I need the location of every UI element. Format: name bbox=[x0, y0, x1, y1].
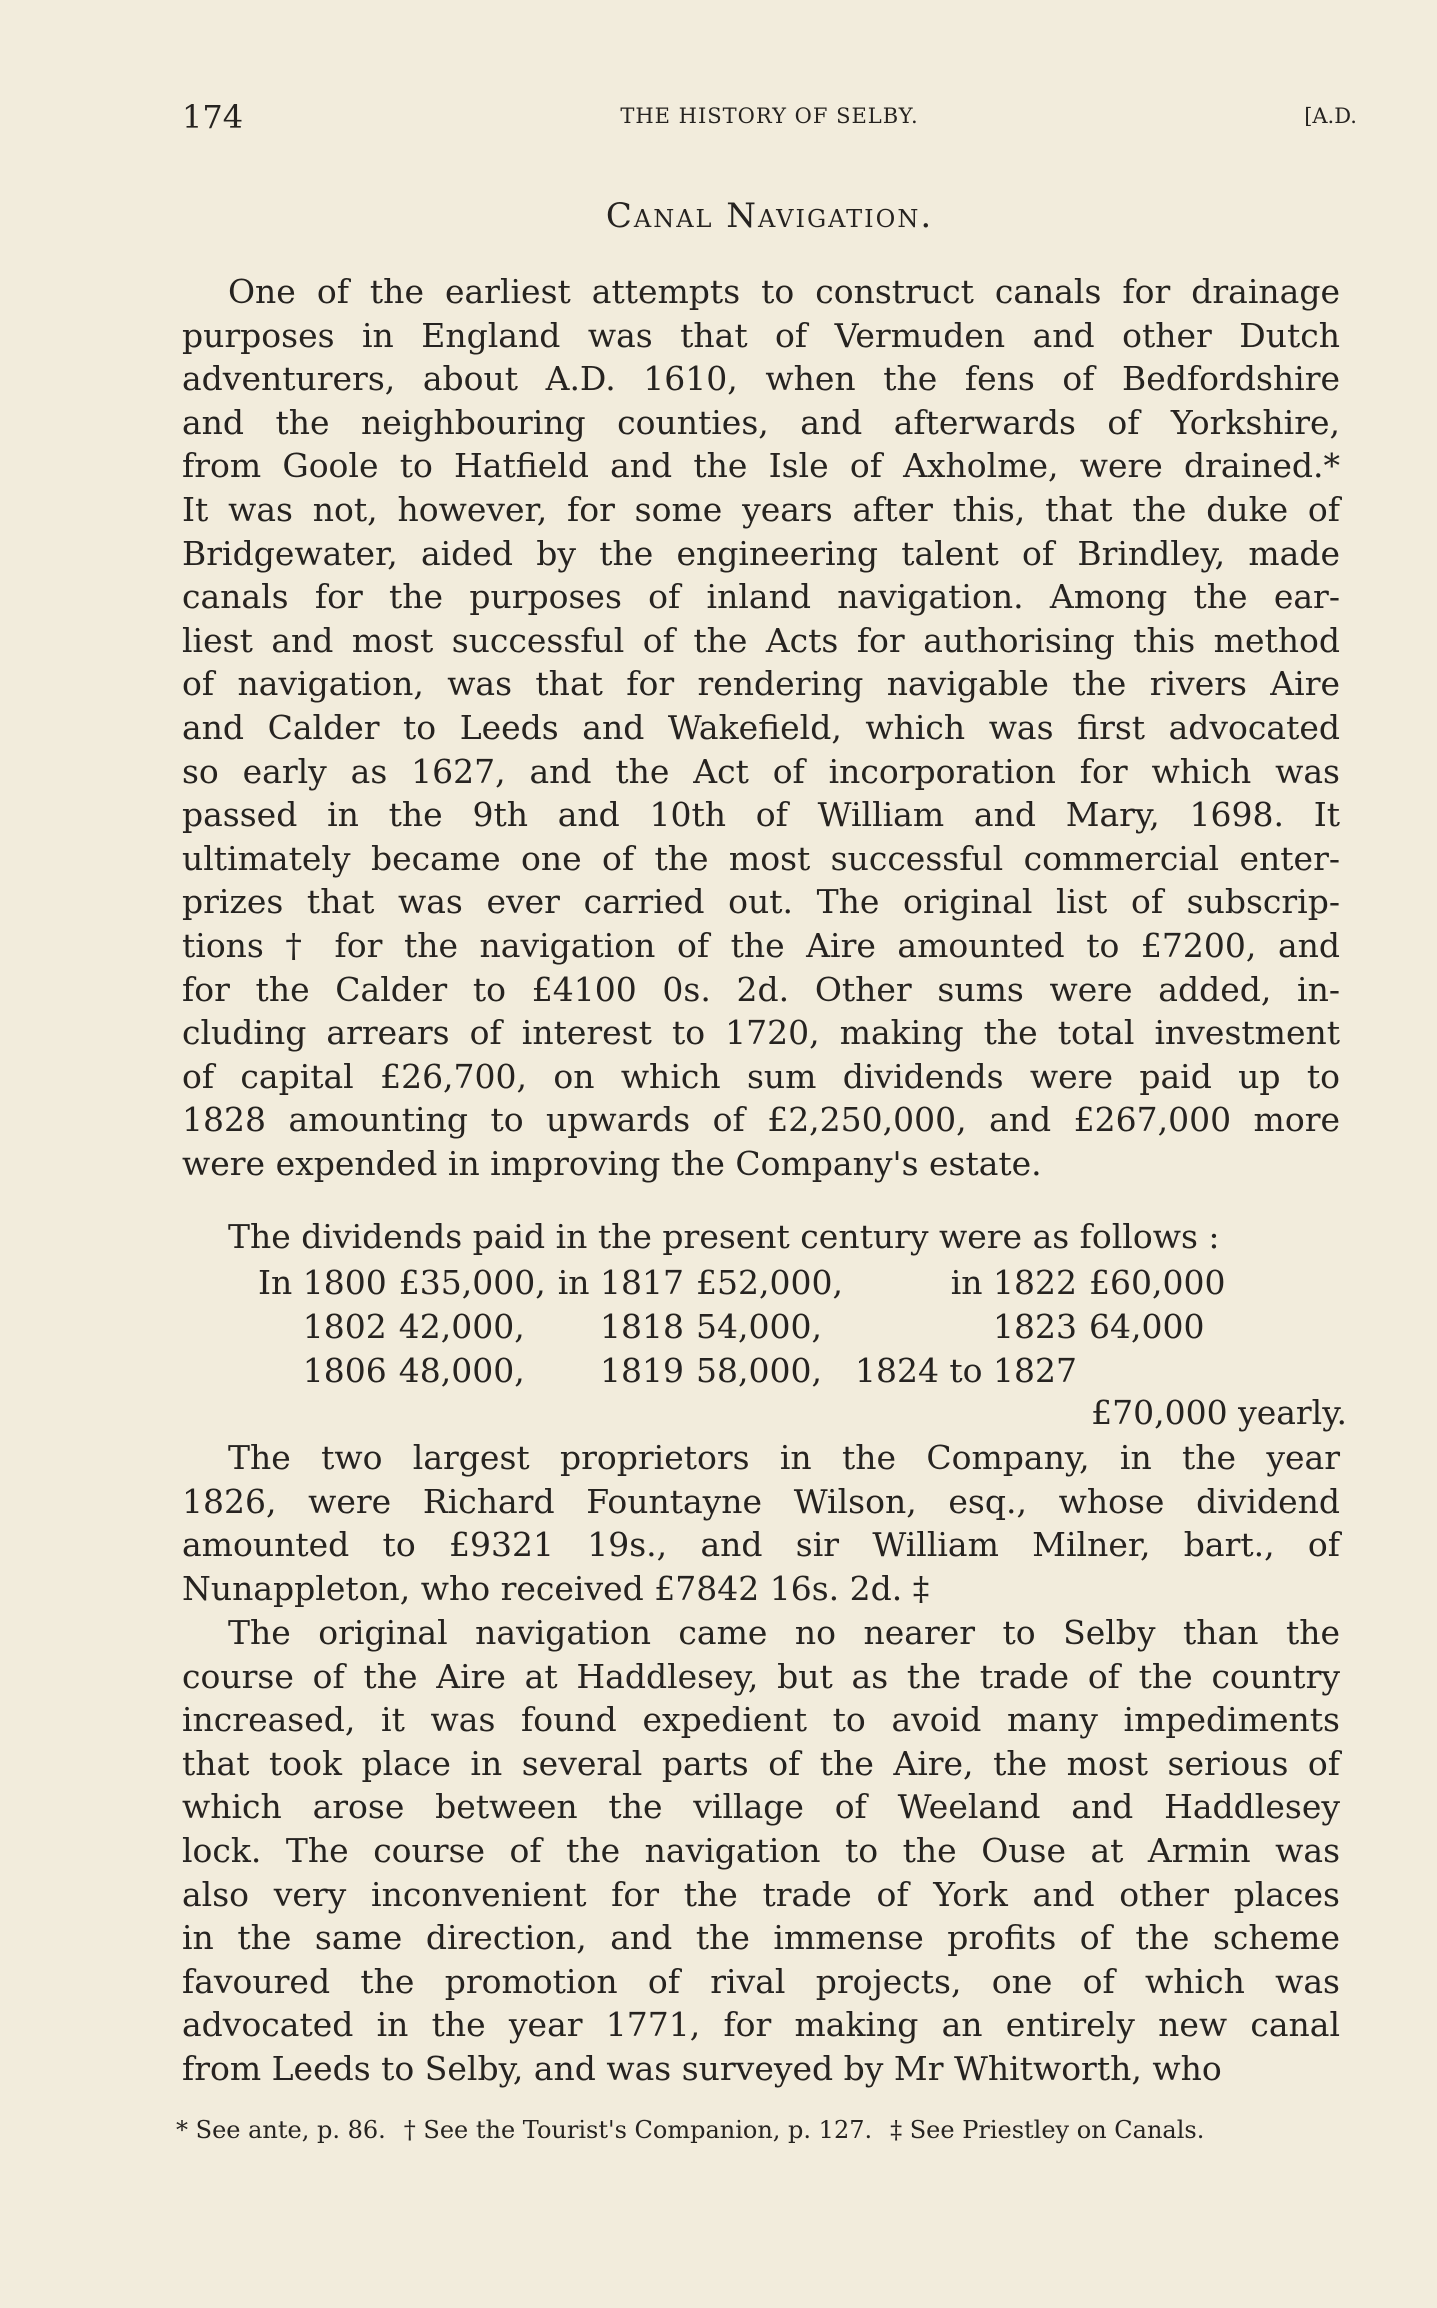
paragraph-3 bbox=[182, 1611, 1340, 2091]
footnote: * See ante, p. 86. bbox=[176, 2116, 386, 2144]
text-line: Nunappleton, who received £7842 16s. 2d. ‡ bbox=[182, 1568, 930, 1608]
dividend-cell: 58,000, bbox=[696, 1351, 822, 1390]
text-line: also very inconvenient for the trade of York and other places bbox=[182, 1874, 1340, 1914]
footnotes bbox=[176, 2116, 1356, 2144]
text-line: for the Calder to £4100 0s. 2d. Other sums were added, in- bbox=[182, 969, 1340, 1009]
dividend-cell: 1824 to 1827 bbox=[854, 1351, 1078, 1390]
text-line: The two largest proprietors in the Company, in the year bbox=[228, 1438, 1340, 1477]
text-line: 1828 amounting to upwards of £2,250,000, and £267,000 more bbox=[182, 1100, 1340, 1140]
dividend-cell: 64,000 bbox=[1089, 1307, 1205, 1346]
running-title: THE HISTORY OF SELBY. bbox=[620, 104, 919, 128]
dividend-cell: 54,000, bbox=[696, 1307, 822, 1346]
text-line: favoured the promotion of rival projects, one of which was bbox=[182, 1961, 1340, 2001]
text-line: purposes in England was that of Vermuden and other Dutch bbox=[182, 315, 1340, 355]
dividend-row bbox=[258, 1261, 1238, 1305]
text-line: The original navigation came no nearer to Selby than the bbox=[228, 1613, 1340, 1652]
text-line: liest and most successful of the Acts for authorising this method bbox=[182, 620, 1340, 660]
dividend-cell: £52,000, bbox=[696, 1263, 843, 1302]
text-line: lock. The course of the navigation to the Ouse at Armin was bbox=[182, 1830, 1340, 1870]
dividends-table bbox=[258, 1261, 1238, 1393]
text-line: adventurers, about A.D. 1610, when the fens of Bedfordshire bbox=[182, 359, 1340, 399]
text-line: from Leeds to Selby, and was surveyed by Mr Whitworth, who bbox=[182, 2048, 1222, 2088]
text-line: ultimately became one of the most successful commercial enter- bbox=[182, 838, 1340, 878]
page-number: 174 bbox=[182, 98, 244, 136]
text-line: canals for the purposes of inland navigation. Among the ear- bbox=[182, 577, 1340, 617]
footnote: ‡ See Priestley on Canals. bbox=[890, 2116, 1205, 2144]
dividend-cell: in 1822 bbox=[950, 1263, 1078, 1302]
paragraph-1 bbox=[182, 270, 1340, 1185]
text-line: advocated in the year 1771, for making an entirely new canal bbox=[182, 2005, 1340, 2045]
dividend-cell: 1819 bbox=[600, 1351, 684, 1390]
text-line: from Goole to Hatfield and the Isle of Axholme, were drained.* bbox=[182, 446, 1340, 486]
section-title: Canal Navigation. bbox=[605, 196, 934, 236]
dividend-row bbox=[258, 1349, 1238, 1393]
dividend-cell: £60,000 bbox=[1089, 1263, 1226, 1302]
dividend-cell: 42,000, bbox=[398, 1307, 525, 1346]
text-line: and the neighbouring counties, and afterwards of Yorkshire, bbox=[182, 402, 1340, 442]
dividend-cell: 1823 bbox=[993, 1307, 1078, 1346]
dividend-row bbox=[258, 1305, 1238, 1349]
dividend-cell: £35,000, bbox=[398, 1263, 546, 1302]
text-line: passed in the 9th and 10th of William and Mary, 1698. It bbox=[182, 795, 1340, 835]
dividend-cell: 1802 bbox=[302, 1307, 387, 1346]
dividend-cell: In 1800 bbox=[258, 1263, 387, 1302]
dividends-yearly: £70,000 yearly. bbox=[1091, 1393, 1347, 1432]
text-line: cluding arrears of interest to 1720, making the total investment bbox=[182, 1013, 1340, 1053]
dividend-cell: in 1817 bbox=[557, 1263, 684, 1302]
text-line: in the same direction, and the immense profits of the scheme bbox=[182, 1918, 1340, 1958]
text-line: so early as 1627, and the Act of incorporation for which was bbox=[182, 751, 1340, 791]
running-header bbox=[182, 98, 1357, 148]
text-line: which arose between the village of Weeland and Haddlesey bbox=[182, 1787, 1340, 1827]
paragraph-2 bbox=[182, 1436, 1340, 1610]
text-line: course of the Aire at Haddlesey, but as the trade of the country bbox=[182, 1656, 1340, 1696]
text-line: One of the earliest attempts to construct canals for drainage bbox=[228, 272, 1340, 311]
text-line: were expended in improving the Company's estate. bbox=[182, 1143, 1042, 1183]
footnote: † See the Tourist's Companion, p. 127. bbox=[403, 2116, 873, 2144]
text-line: of navigation, was that for rendering navigable the rivers Aire bbox=[182, 664, 1340, 704]
text-line: that took place in several parts of the Aire, the most serious of bbox=[182, 1743, 1340, 1783]
text-line: tions † for the navigation of the Aire amounted to £7200, and bbox=[182, 925, 1340, 965]
text-line: 1826, were Richard Fountayne Wilson, esq., whose dividend bbox=[182, 1481, 1340, 1521]
text-line: It was not, however, for some years after this, that the duke of bbox=[182, 489, 1340, 529]
text-line: and Calder to Leeds and Wakefield, which was first advocated bbox=[182, 707, 1340, 747]
text-line: Bridgewater, aided by the engineering talent of Brindley, made bbox=[182, 533, 1340, 573]
dividend-cell: 48,000, bbox=[398, 1351, 525, 1390]
text-line: increased, it was found expedient to avoid many impediments bbox=[182, 1700, 1340, 1740]
text-line: prizes that was ever carried out. The original list of subscrip- bbox=[182, 882, 1340, 922]
text-line: amounted to £9321 19s., and sir William Milner, bart., of bbox=[182, 1525, 1340, 1565]
dividend-cell: 1806 bbox=[302, 1351, 387, 1390]
dividends-intro: The dividends paid in the present century were as follows : bbox=[228, 1217, 1220, 1256]
dividend-cell: 1818 bbox=[600, 1307, 684, 1346]
dividend-cell bbox=[1089, 1349, 1237, 1393]
text-line: of capital £26,700, on which sum dividends were paid up to bbox=[182, 1056, 1340, 1096]
header-right-mark: [A.D. bbox=[1304, 104, 1357, 128]
